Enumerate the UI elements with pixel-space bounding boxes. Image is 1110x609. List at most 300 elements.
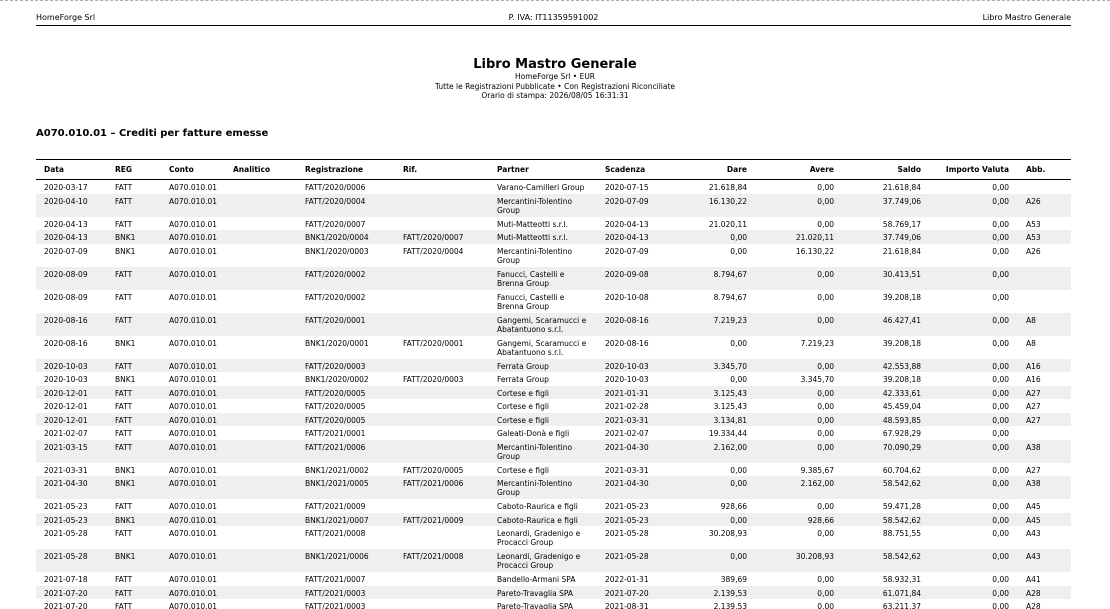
cell-saldo: 70.090,29 (882, 442, 921, 452)
cell-data: 2021-03-15 (44, 442, 88, 452)
cell-scadenza: 2021-07-20 (605, 588, 649, 598)
cell-importo-valuta: 0,00 (992, 515, 1009, 525)
cell-scadenza: 2021-05-23 (605, 502, 649, 511)
table-row (36, 194, 1071, 217)
page-header (36, 13, 1071, 26)
cell-reg: BNK1 (115, 233, 136, 242)
cell-data: 2020-04-13 (44, 219, 88, 229)
cell-dare: 0,00 (730, 246, 747, 256)
cell-saldo: 30.413,51 (882, 269, 921, 279)
cell-saldo: 60.704,62 (882, 465, 921, 475)
cell-scadenza: 2020-04-13 (605, 233, 649, 242)
cell-reg: FATT (115, 415, 133, 425)
cell-abb: A43 (1026, 529, 1041, 538)
cell-partner: Muti-Matteotti s.r.l. (497, 219, 568, 229)
cell-data: 2021-07-20 (44, 588, 88, 598)
cell-scadenza: 2021-05-28 (605, 529, 649, 538)
cell-dare: 7.219,23 (713, 315, 747, 325)
cell-scadenza: 2020-10-08 (605, 292, 649, 302)
cell-avere: 0,00 (817, 575, 834, 584)
table-row (36, 230, 1071, 244)
cell-reg: FATT (115, 196, 133, 206)
table-row (36, 217, 1071, 231)
title-block (0, 57, 1110, 101)
cell-conto: A070.010.01 (169, 246, 218, 256)
cell-registrazione: BNK1/2020/0002 (305, 375, 369, 384)
cell-avere: 0,00 (817, 402, 834, 411)
cell-partner: Bandello-Armani SPA (497, 575, 576, 584)
cell-scadenza: 2022-01-31 (605, 575, 649, 584)
print-time: Orario di stampa: 2026/08/05 16:31:31 (481, 91, 629, 100)
cell-registrazione: FATT/2021/0001 (305, 429, 366, 438)
cell-avere: 30.208,93 (795, 552, 834, 561)
cell-partner: Fanucci, Castelli e Brenna Group (497, 292, 565, 311)
cell-dare: 2.162,00 (713, 442, 747, 452)
cell-scadenza: 2021-01-31 (605, 388, 649, 398)
cell-data: 2021-05-23 (44, 502, 88, 511)
cell-rif: FATT/2020/0007 (403, 233, 464, 242)
cell-conto: A070.010.01 (169, 196, 218, 206)
cell-saldo: 42.333,61 (882, 388, 921, 398)
cell-importo-valuta: 0,00 (992, 465, 1009, 475)
cell-partner: Cortese e figli (497, 465, 550, 475)
cell-registrazione: FATT/2021/0009 (305, 502, 366, 511)
col-header-dare: Dare (726, 165, 747, 174)
cell-reg: FATT (115, 183, 133, 192)
company-name: HomeForge Srl (36, 13, 96, 22)
table-row (36, 386, 1071, 400)
cell-importo-valuta: 0,00 (992, 269, 1009, 279)
cell-abb: A16 (1026, 361, 1041, 371)
cell-data: 2021-07-20 (44, 602, 88, 609)
cell-data: 2020-08-16 (44, 315, 88, 325)
cell-partner: Muti-Matteotti s.r.l. (497, 233, 568, 242)
cell-scadenza: 2020-07-09 (605, 196, 649, 206)
col-header-rif: Rif. (403, 165, 418, 174)
cell-avere: 0,00 (817, 602, 834, 609)
cell-saldo: 58.542,62 (882, 515, 921, 525)
cell-avere: 7.219,23 (800, 338, 834, 348)
cell-avere: 0,00 (817, 429, 834, 438)
cell-saldo: 59.471,28 (882, 502, 921, 511)
cell-scadenza: 2021-03-31 (605, 465, 649, 475)
cell-saldo: 37.749,06 (882, 196, 921, 206)
cell-dare: 389,69 (720, 575, 747, 584)
cell-conto: A070.010.01 (169, 183, 218, 192)
cell-abb: A16 (1026, 375, 1041, 384)
cell-partner: Caboto-Raurica e figli (497, 502, 578, 511)
cell-reg: FATT (115, 602, 133, 609)
cell-avere: 0,00 (817, 196, 834, 206)
cell-data: 2020-10-03 (44, 375, 88, 384)
cell-reg: FATT (115, 575, 133, 584)
cell-avere: 0,00 (817, 529, 834, 538)
cell-rif: FATT/2021/0008 (403, 552, 464, 561)
cell-dare: 19.334,44 (708, 429, 747, 438)
cell-importo-valuta: 0,00 (992, 479, 1009, 488)
col-header-saldo: Saldo (897, 165, 921, 174)
cell-dare: 3.125,43 (713, 402, 747, 411)
cell-importo-valuta: 0,00 (992, 402, 1009, 411)
cell-saldo: 42.553,88 (882, 361, 921, 371)
cell-conto: A070.010.01 (169, 361, 218, 371)
cell-data: 2021-02-07 (44, 429, 88, 438)
cell-conto: A070.010.01 (169, 442, 218, 452)
cell-saldo: 58.542,62 (882, 552, 921, 561)
cell-scadenza: 2021-05-23 (605, 515, 649, 525)
cell-conto: A070.010.01 (169, 465, 218, 475)
cell-dare: 928,66 (720, 502, 747, 511)
cell-saldo: 58.769,17 (882, 219, 921, 229)
cell-scadenza: 2020-10-03 (605, 361, 649, 371)
cell-registrazione: FATT/2021/0008 (305, 529, 366, 538)
cell-reg: FATT (115, 402, 133, 411)
cell-partner: Gangemi, Scaramucci e Abatantuono s.r.l. (497, 338, 587, 357)
cell-avere: 0,00 (817, 502, 834, 511)
cell-conto: A070.010.01 (169, 479, 218, 488)
cell-conto: A070.010.01 (169, 415, 218, 425)
cell-saldo: 67.928,29 (882, 429, 921, 438)
vat-number: P. IVA: IT11359591002 (508, 13, 599, 22)
cell-importo-valuta: 0,00 (992, 292, 1009, 302)
cell-reg: BNK1 (115, 479, 136, 488)
cell-registrazione: FATT/2020/0005 (305, 415, 366, 425)
cell-importo-valuta: 0,00 (992, 529, 1009, 538)
cell-registrazione: FATT/2020/0006 (305, 183, 366, 192)
cell-data: 2021-03-31 (44, 465, 88, 475)
cell-registrazione: BNK1/2020/0003 (305, 246, 369, 256)
cell-rif: FATT/2021/0006 (403, 479, 464, 488)
cell-partner: Cortese e figli (497, 388, 550, 398)
cell-abb: A45 (1026, 502, 1041, 511)
cell-rif: FATT/2020/0003 (403, 375, 464, 384)
cell-avere: 0,00 (817, 292, 834, 302)
report-name: Libro Mastro Generale (982, 13, 1071, 22)
table-row (36, 413, 1071, 427)
cell-scadenza: 2020-08-16 (605, 315, 649, 325)
cell-conto: A070.010.01 (169, 375, 218, 384)
col-header-data: Data (44, 165, 64, 174)
cell-conto: A070.010.01 (169, 429, 218, 438)
cell-registrazione: BNK1/2021/0002 (305, 465, 369, 475)
cell-avere: 0,00 (817, 388, 834, 398)
cell-rif: FATT/2020/0004 (403, 246, 464, 256)
cell-importo-valuta: 0,00 (992, 375, 1009, 384)
cell-avere: 0,00 (817, 442, 834, 452)
table-row (36, 399, 1071, 413)
cell-registrazione: FATT/2020/0007 (305, 219, 366, 229)
table-row (36, 313, 1071, 336)
cell-importo-valuta: 0,00 (992, 196, 1009, 206)
cell-avere: 0,00 (817, 183, 834, 192)
col-header-reg: REG (115, 165, 133, 174)
cell-reg: FATT (115, 269, 133, 279)
cell-importo-valuta: 0,00 (992, 415, 1009, 425)
table-row (36, 586, 1071, 600)
cell-reg: FATT (115, 502, 133, 511)
cell-saldo: 61.071,84 (882, 588, 921, 598)
cell-registrazione: BNK1/2021/0007 (305, 515, 369, 525)
cell-scadenza: 2021-02-28 (605, 402, 649, 411)
cell-conto: A070.010.01 (169, 338, 218, 348)
cell-reg: BNK1 (115, 552, 136, 561)
cell-conto: A070.010.01 (169, 233, 218, 242)
cell-reg: FATT (115, 315, 133, 325)
cell-scadenza: 2021-04-30 (605, 479, 649, 488)
cell-scadenza: 2020-07-09 (605, 246, 649, 256)
cell-avere: 928,66 (807, 515, 834, 525)
cell-importo-valuta: 0,00 (992, 246, 1009, 256)
cell-saldo: 45.459,04 (882, 402, 921, 411)
cell-partner: Cortese e figli (497, 402, 550, 411)
cell-scadenza: 2021-08-31 (605, 602, 649, 609)
cell-registrazione: FATT/2021/0006 (305, 442, 366, 452)
cell-conto: A070.010.01 (169, 388, 218, 398)
cell-registrazione: FATT/2020/0005 (305, 388, 366, 398)
cell-importo-valuta: 0,00 (992, 442, 1009, 452)
col-header-registrazione: Registrazione (305, 165, 364, 174)
cell-avere: 9.385,67 (800, 465, 834, 475)
report-subtitle-filters: Tutte le Registrazioni Pubblicate • Con Registrazioni Riconciliate (434, 81, 676, 91)
cell-abb: A53 (1026, 233, 1041, 242)
cell-partner: Mercantini-Tolentino Group (497, 196, 573, 215)
cell-abb: A27 (1026, 402, 1041, 411)
cell-abb: A27 (1026, 388, 1041, 398)
cell-dare: 30.208,93 (708, 529, 747, 538)
table-row (36, 463, 1071, 477)
cell-scadenza: 2020-07-15 (605, 183, 649, 192)
cell-dare: 2.139,53 (713, 602, 747, 609)
table-row (36, 359, 1071, 373)
cell-dare: 0,00 (730, 465, 747, 475)
cell-registrazione: BNK1/2021/0006 (305, 552, 369, 561)
cell-scadenza: 2021-03-31 (605, 415, 649, 425)
cell-rif: FATT/2020/0005 (403, 465, 464, 475)
cell-dare: 8.794,67 (713, 269, 747, 279)
col-header-avere: Avere (809, 165, 834, 174)
table-row (36, 513, 1071, 527)
table-row (36, 549, 1071, 572)
cell-abb: A38 (1026, 442, 1041, 452)
cell-abb: A41 (1026, 575, 1041, 584)
cell-partner: Ferrata Group (497, 375, 549, 384)
cell-avere: 0,00 (817, 315, 834, 325)
cell-importo-valuta: 0,00 (992, 429, 1009, 438)
cell-conto: A070.010.01 (169, 602, 218, 609)
cell-partner: Cortese e figli (497, 415, 550, 425)
cell-reg: BNK1 (115, 246, 136, 256)
cell-saldo: 21.618,84 (882, 183, 921, 192)
cell-partner: Varano-Camilleri Group (497, 183, 585, 192)
cell-importo-valuta: 0,00 (992, 233, 1009, 242)
cell-importo-valuta: 0,00 (992, 219, 1009, 229)
cell-partner: Caboto-Raurica e figli (497, 515, 578, 525)
cell-registrazione: BNK1/2020/0001 (305, 338, 369, 348)
cell-reg: FATT (115, 388, 133, 398)
cell-partner: Ferrata Group (497, 361, 549, 371)
cell-dare: 8.794,67 (713, 292, 747, 302)
cell-reg: FATT (115, 429, 133, 438)
cell-reg: FATT (115, 529, 133, 538)
table-row (36, 426, 1071, 440)
cell-saldo: 58.542,62 (882, 479, 921, 488)
col-header-analitico: Analitico (233, 165, 271, 174)
cell-dare: 0,00 (730, 375, 747, 384)
cell-rif: FATT/2020/0001 (403, 338, 464, 348)
col-header-scadenza: Scadenza (605, 165, 646, 174)
cell-data: 2021-05-28 (44, 529, 88, 538)
cell-dare: 2.139,53 (713, 588, 747, 598)
table-row (36, 526, 1071, 549)
cell-scadenza: 2021-02-07 (605, 429, 649, 438)
cell-scadenza: 2021-04-30 (605, 442, 649, 452)
cell-avere: 0,00 (817, 588, 834, 598)
cell-conto: A070.010.01 (169, 402, 218, 411)
cell-rif: FATT/2021/0009 (403, 515, 464, 525)
cell-scadenza: 2021-05-28 (605, 552, 649, 561)
cell-saldo: 39.208,18 (882, 338, 921, 348)
cell-data: 2020-12-01 (44, 388, 88, 398)
table-row (36, 599, 1071, 609)
cell-avere: 16.130,22 (795, 246, 834, 256)
cell-data: 2021-05-28 (44, 552, 88, 561)
cell-dare: 16.130,22 (708, 196, 747, 206)
cell-avere: 0,00 (817, 415, 834, 425)
cell-data: 2020-03-17 (44, 183, 88, 192)
cell-registrazione: FATT/2021/0003 (305, 588, 366, 598)
table-row (36, 267, 1071, 290)
cell-abb: A26 (1026, 196, 1041, 206)
cell-conto: A070.010.01 (169, 315, 218, 325)
table-row (36, 372, 1071, 386)
cell-abb: A26 (1026, 246, 1041, 256)
cell-reg: FATT (115, 292, 133, 302)
cell-saldo: 88.751,55 (882, 529, 921, 538)
cell-dare: 3.134,81 (713, 415, 747, 425)
cell-importo-valuta: 0,00 (992, 502, 1009, 511)
table-row (36, 440, 1071, 463)
table-row (36, 572, 1071, 586)
cell-registrazione: FATT/2021/0007 (305, 575, 366, 584)
cell-data: 2020-10-03 (44, 361, 88, 371)
cell-dare: 0,00 (730, 479, 747, 488)
table-header (36, 159, 1071, 180)
cell-reg: BNK1 (115, 515, 136, 525)
cell-reg: FATT (115, 588, 133, 598)
cell-conto: A070.010.01 (169, 292, 218, 302)
cell-partner: Mercantini-Tolentino Group (497, 246, 573, 265)
cell-registrazione: FATT/2020/0001 (305, 315, 366, 325)
cell-avere: 0,00 (817, 269, 834, 279)
cell-saldo: 58.932,31 (882, 575, 921, 584)
cell-registrazione: FATT/2021/0003 (305, 602, 366, 609)
cell-scadenza: 2020-08-16 (605, 338, 649, 348)
cell-partner: Gangemi, Scaramucci e Abatantuono s.r.l. (497, 315, 587, 334)
cell-conto: A070.010.01 (169, 552, 218, 561)
cell-dare: 3.345,70 (713, 361, 747, 371)
cell-data: 2020-08-16 (44, 338, 88, 348)
cell-importo-valuta: 0,00 (992, 552, 1009, 561)
cell-saldo: 46.427,41 (882, 315, 921, 325)
cell-registrazione: FATT/2020/0005 (305, 402, 366, 411)
cell-abb: A27 (1026, 465, 1041, 475)
cell-avere: 0,00 (817, 219, 834, 229)
cell-data: 2021-07-18 (44, 575, 88, 584)
report-title: Libro Mastro Generale (473, 57, 637, 72)
cell-dare: 21.020,11 (708, 219, 747, 229)
cell-importo-valuta: 0,00 (992, 183, 1009, 192)
cell-registrazione: BNK1/2020/0004 (305, 233, 369, 242)
cell-registrazione: FATT/2020/0002 (305, 292, 366, 302)
cell-partner: Leonardi, Gradenigo e Procacci Group (497, 552, 581, 570)
cell-registrazione: FATT/2020/0004 (305, 196, 366, 206)
cell-data: 2020-12-01 (44, 415, 88, 425)
cell-reg: BNK1 (115, 465, 136, 475)
cell-dare: 3.125,43 (713, 388, 747, 398)
col-header-conto: Conto (169, 165, 194, 174)
report-subtitle-company: HomeForge Srl • EUR (514, 72, 596, 81)
cell-dare: 0,00 (730, 515, 747, 525)
cell-avere: 2.162,00 (800, 479, 834, 488)
cell-avere: 21.020,11 (795, 233, 834, 242)
cell-abb: A8 (1026, 315, 1036, 325)
cell-reg: BNK1 (115, 338, 136, 348)
cell-partner: Mercantini-Tolentino Group (497, 479, 573, 497)
cell-partner: Fanucci, Castelli e Brenna Group (497, 269, 565, 288)
cell-data: 2020-12-01 (44, 402, 88, 411)
cell-conto: A070.010.01 (169, 219, 218, 229)
cell-saldo: 63.211,37 (882, 602, 921, 609)
col-header-abb: Abb. (1026, 165, 1046, 174)
cell-reg: FATT (115, 442, 133, 452)
cell-scadenza: 2020-04-13 (605, 219, 649, 229)
cell-importo-valuta: 0,00 (992, 602, 1009, 609)
ledger-table (36, 159, 1071, 609)
cell-dare: 0,00 (730, 552, 747, 561)
cell-saldo: 39.208,18 (882, 375, 921, 384)
cell-saldo: 21.618,84 (882, 246, 921, 256)
cell-scadenza: 2020-10-03 (605, 375, 649, 384)
cell-avere: 0,00 (817, 361, 834, 371)
cell-saldo: 39.208,18 (882, 292, 921, 302)
col-header-importo-valuta: Importo Valuta (945, 165, 1009, 174)
table-row (36, 336, 1071, 359)
table-row (36, 499, 1071, 513)
cell-data: 2020-04-13 (44, 233, 88, 242)
account-heading: A070.010.01 – Crediti per fatture emesse (36, 128, 269, 139)
cell-conto: A070.010.01 (169, 269, 218, 279)
cell-reg: FATT (115, 219, 133, 229)
cell-dare: 0,00 (730, 233, 747, 242)
cell-registrazione: BNK1/2021/0005 (305, 479, 369, 488)
col-header-partner: Partner (497, 165, 529, 174)
cell-conto: A070.010.01 (169, 575, 218, 584)
cell-abb: A28 (1026, 588, 1041, 598)
cell-registrazione: FATT/2020/0002 (305, 269, 366, 279)
table-row (36, 290, 1071, 313)
cell-partner: Galeati-Donà e figli (497, 429, 570, 438)
cell-conto: A070.010.01 (169, 529, 218, 538)
cell-reg: BNK1 (115, 375, 136, 384)
cell-dare: 0,00 (730, 338, 747, 348)
cell-saldo: 37.749,06 (882, 233, 921, 242)
cell-saldo: 48.593,85 (882, 415, 921, 425)
cell-data: 2021-04-30 (44, 479, 88, 488)
cell-abb: A43 (1026, 552, 1041, 561)
cell-partner: Pareto-Travaglia SPA (497, 588, 574, 598)
cell-partner: Leonardi, Gradenigo e Procacci Group (497, 529, 581, 547)
cell-data: 2020-07-09 (44, 246, 88, 256)
